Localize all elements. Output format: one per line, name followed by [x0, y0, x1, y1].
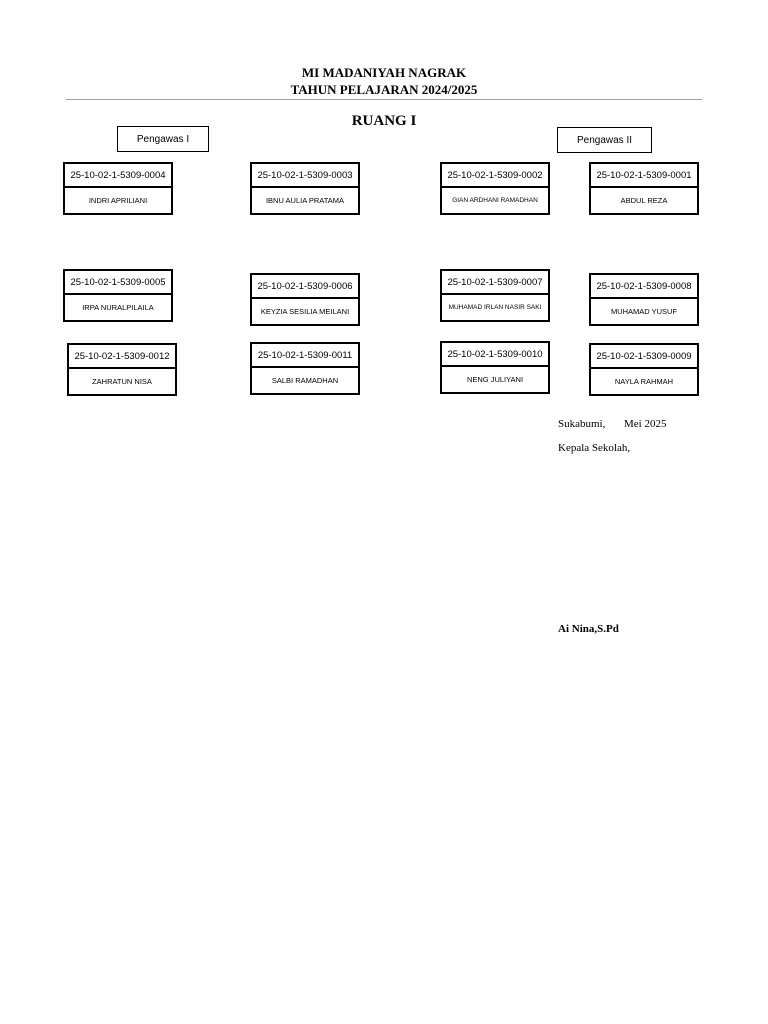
supervisor-2-box [557, 127, 652, 153]
supervisor-1-box [117, 126, 209, 152]
seat-number: 25-10-02-1-5309-0008 [589, 273, 699, 299]
signature-city: Sukabumi, [558, 418, 606, 430]
seat-number: 25-10-02-1-5309-0009 [589, 343, 699, 369]
seat-card [589, 343, 699, 396]
seat-card [250, 342, 360, 395]
seat-number: 25-10-02-1-5309-0002 [440, 162, 550, 188]
seat-number: 25-10-02-1-5309-0012 [67, 343, 177, 369]
signature-date: Mei 2025 [624, 418, 667, 430]
student-name: MUHAMAD YUSUF [589, 299, 699, 326]
seat-number: 25-10-02-1-5309-0005 [63, 269, 173, 295]
room-title: RUANG I [351, 113, 417, 129]
seat-number: 25-10-02-1-5309-0006 [250, 273, 360, 299]
student-name: NENG JULIYANI [440, 367, 550, 394]
student-name: KEYZIA SESILIA MEILANI [250, 299, 360, 326]
seat-number: 25-10-02-1-5309-0001 [589, 162, 699, 188]
school-year: TAHUN PELAJARAN 2024/2025 [290, 82, 478, 97]
signature-role: Kepala Sekolah, [558, 442, 631, 454]
seat-card [440, 269, 550, 322]
seat-card [67, 343, 177, 396]
seat-card [63, 269, 173, 322]
seat-number: 25-10-02-1-5309-0003 [250, 162, 360, 188]
student-name: IRPA NURALPILAILA [63, 295, 173, 322]
header-divider [66, 99, 702, 100]
seat-card [250, 162, 360, 215]
school-name: MI MADANIYAH NAGRAK [301, 65, 467, 80]
student-name: SALBI RAMADHAN [250, 368, 360, 395]
seat-number: 25-10-02-1-5309-0004 [63, 162, 173, 188]
student-name: MUHAMAD IRLAN NASIR SAKI [440, 295, 550, 322]
seat-card [250, 273, 360, 326]
student-name: GIAN ARDHANI RAMADHAN [440, 188, 550, 215]
seat-card [440, 341, 550, 394]
seat-card [589, 273, 699, 326]
seat-card [63, 162, 173, 215]
signature-name: Ai Nina,S.Pd [558, 623, 619, 635]
supervisor-2-label: Pengawas II [576, 134, 633, 146]
seat-number: 25-10-02-1-5309-0007 [440, 269, 550, 295]
seat-number: 25-10-02-1-5309-0011 [250, 342, 360, 368]
student-name: NAYLA RAHMAH [589, 369, 699, 396]
student-name: ZAHRATUN NISA [67, 369, 177, 396]
supervisor-1-label: Pengawas I [136, 133, 190, 145]
student-name: INDRI APRILIANI [63, 188, 173, 215]
seat-number: 25-10-02-1-5309-0010 [440, 341, 550, 367]
student-name: ABDUL REZA [589, 188, 699, 215]
student-name: IBNU AULIA PRATAMA [250, 188, 360, 215]
seat-card [440, 162, 550, 215]
seat-card [589, 162, 699, 215]
